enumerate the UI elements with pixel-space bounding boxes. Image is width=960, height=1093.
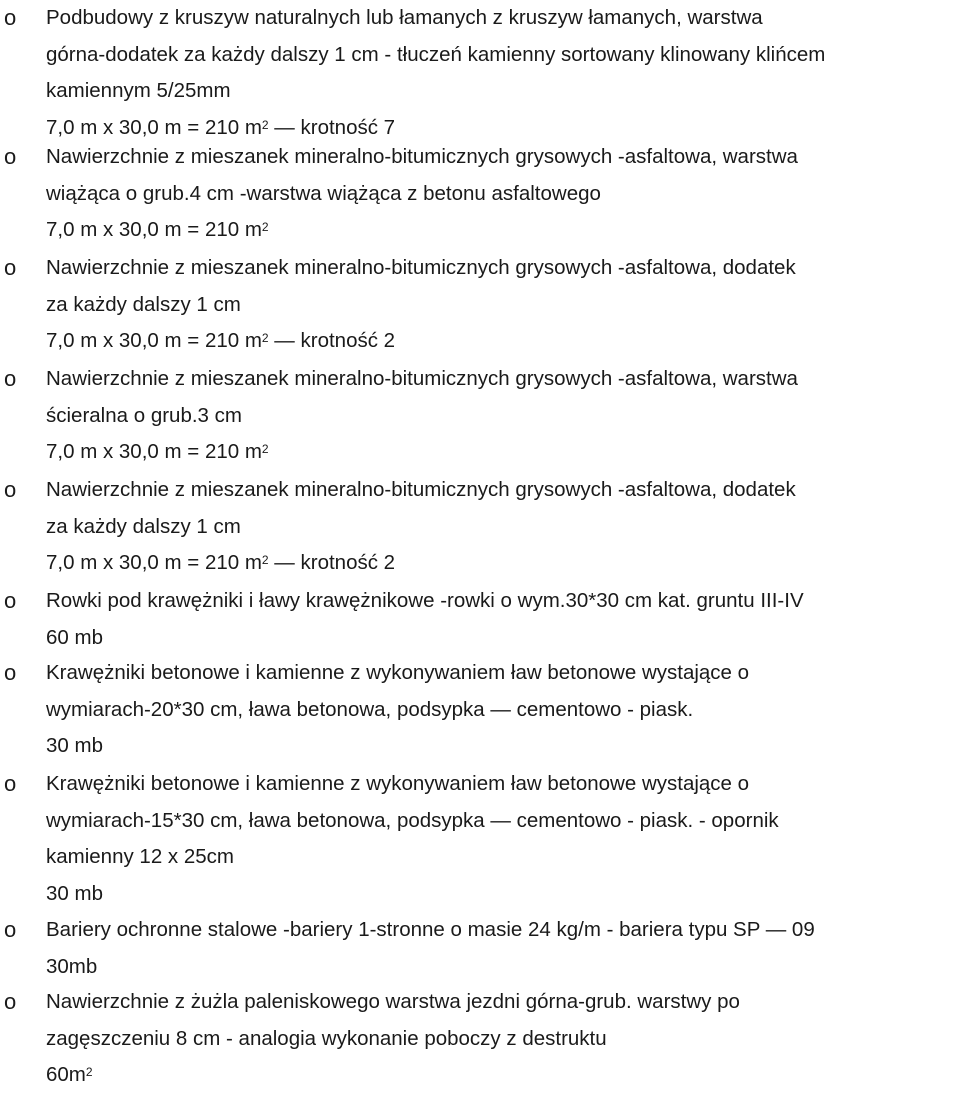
item-description-line: wymiarach-20*30 cm, ława betonowa, podsypka — cementowo - piask. xyxy=(46,697,694,721)
item-quantity xyxy=(46,876,956,912)
item-description-line: Bariery ochronne stalowe -bariery 1-stronne o masie 24 kg/m - bariera typu SP — 09 xyxy=(46,918,815,941)
quantity-value: 7,0 m x 30,0 m = 210 m xyxy=(46,115,262,139)
item-description-line: za każdy dalszy 1 cm xyxy=(46,514,241,538)
item-description-line: Nawierzchnie z mieszanek mineralno-bitumicznych grysowych -asfaltowa, dodatek xyxy=(46,256,796,279)
quantity-value: 30mb xyxy=(46,954,98,978)
item-description-line: wiążąca o grub.4 cm -warstwa wiążąca z betonu asfaltowego xyxy=(46,181,601,205)
bullet-marker: o xyxy=(4,255,17,280)
quantity-multiplier: — krotność 2 xyxy=(268,551,396,574)
bullet-marker: o xyxy=(4,771,17,796)
item-description-line: Rowki pod krawężniki i ławy krawężnikowe -rowki o wym.30*30 cm kat. gruntu III-IV xyxy=(46,589,804,612)
item-description-line: wymiarach-15*30 cm, ława betonowa, podsypka — cementowo - piask. - opornik xyxy=(46,808,779,832)
item-description-line: ścieralna o grub.3 cm xyxy=(46,403,242,427)
item-quantity xyxy=(46,545,956,581)
item-description-line: Nawierzchnie z mieszanek mineralno-bitumicznych grysowych -asfaltowa, warstwa xyxy=(46,367,798,390)
bullet-marker: o xyxy=(4,477,17,502)
unit-exponent: 2 xyxy=(261,220,269,234)
item-description-line: Podbudowy z kruszyw naturalnych lub łamanych z kruszyw łamanych, warstwa xyxy=(46,6,763,29)
item-quantity xyxy=(46,212,956,248)
bullet-marker: o xyxy=(4,144,17,169)
item-description-line: Krawężniki betonowe i kamienne z wykonywaniem ław betonowe wystające o xyxy=(46,772,750,795)
item-description-line: Nawierzchnie z mieszanek mineralno-bitumicznych grysowych -asfaltowa, warstwa xyxy=(46,145,798,168)
quantity-multiplier: — krotność 2 xyxy=(268,329,396,352)
quantity-value: 7,0 m x 30,0 m = 210 m xyxy=(46,218,262,241)
bullet-marker: o xyxy=(4,660,17,685)
quantity-value: 7,0 m x 30,0 m = 210 m xyxy=(46,440,262,463)
quantity-value: 30 mb xyxy=(46,881,103,905)
item-description-line: Nawierzchnie z mieszanek mineralno-bitumicznych grysowych -asfaltowa, dodatek xyxy=(46,478,796,501)
item-quantity xyxy=(46,620,956,656)
item-description-line: górna-dodatek za każdy dalszy 1 cm - tłuczeń kamienny sortowany klinowany klińcem xyxy=(46,42,826,66)
bullet-marker: o xyxy=(4,989,17,1014)
quantity-value: 30 mb xyxy=(46,734,103,757)
item-description-line: zagęszczeniu 8 cm - analogia wykonanie poboczy z destruktu xyxy=(46,1026,607,1050)
item-quantity xyxy=(46,949,956,985)
bullet-marker: o xyxy=(4,5,17,30)
item-description-line: Nawierzchnie z żużla paleniskowego warstwa jezdni górna-grub. warstwy po xyxy=(46,990,740,1013)
unit-exponent: 2 xyxy=(261,331,269,345)
quantity-value: 60m xyxy=(46,1063,86,1086)
unit-exponent: 2 xyxy=(85,1065,93,1079)
bullet-marker: o xyxy=(4,366,17,391)
unit-exponent: 2 xyxy=(261,442,269,456)
quantity-multiplier: — krotność 7 xyxy=(268,115,396,139)
bullet-marker: o xyxy=(4,917,17,942)
quantity-value: 7,0 m x 30,0 m = 210 m xyxy=(46,329,262,352)
unit-exponent: 2 xyxy=(261,553,269,567)
item-description-line: Krawężniki betonowe i kamienne z wykonywaniem ław betonowe wystające o xyxy=(46,661,750,684)
item-description-line: kamiennym 5/25mm xyxy=(46,79,231,102)
bullet-marker: o xyxy=(4,588,17,613)
item-description-line: za każdy dalszy 1 cm xyxy=(46,292,241,316)
item-quantity xyxy=(46,323,956,359)
item-quantity xyxy=(46,1057,956,1093)
item-description-line: kamienny 12 x 25cm xyxy=(46,845,235,868)
unit-exponent: 2 xyxy=(261,117,269,132)
item-quantity xyxy=(46,434,956,470)
item-quantity xyxy=(46,728,956,764)
quantity-value: 7,0 m x 30,0 m = 210 m xyxy=(46,551,262,574)
quantity-value: 60 mb xyxy=(46,625,103,649)
